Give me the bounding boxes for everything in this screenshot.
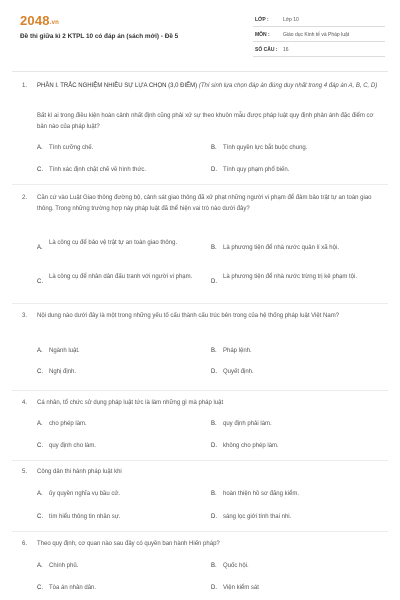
option-text: Viện kiểm sát [223, 585, 259, 591]
option-letter: D. [211, 585, 217, 591]
site-logo[interactable] [20, 13, 59, 28]
meta-key: LỚP : [255, 17, 269, 23]
question-text: Bất kì ai trong điều kiện hoàn cảnh nhất định cũng phải xử sự theo khuôn mẫu được pháp luật quy định phản ánh đặc điểm cơ bản nào của pháp luật? [37, 113, 374, 130]
option-letter: C. [37, 167, 43, 173]
question-number: 2. [22, 195, 28, 201]
question-number: 4. [22, 400, 28, 406]
meta-key: SỐ CÂU : [255, 47, 278, 53]
option-letter: B. [211, 145, 217, 151]
question-4 [22, 398, 382, 458]
option-text: Pháp lệnh. [223, 348, 252, 354]
meta-value: 16 [283, 47, 289, 53]
option-letter: C. [37, 369, 43, 375]
option-letter: B. [211, 245, 217, 251]
option-text: ủy quyền nghĩa vụ bầu cử. [49, 491, 121, 497]
option-letter: D. [211, 167, 217, 173]
option-text: Tính quy phạm phổ biến. [223, 167, 290, 173]
option-text: Tính xác định chặt chẽ về hình thức. [49, 167, 147, 173]
option-text: Tòa án nhân dân. [49, 585, 97, 591]
option-letter: A. [37, 491, 43, 497]
option-text: Là phương tiện để nhà nước quản lí xã hội. [223, 245, 339, 251]
option-text: Là phương tiện để nhà nước trừng trị kẻ phạm tội. [223, 274, 357, 280]
option-letter: B. [211, 348, 217, 354]
option-text: cho phép làm. [49, 421, 87, 427]
option-text: quy định phải làm. [223, 421, 272, 427]
option-text: tìm hiểu thông tin nhân sự. [49, 514, 121, 520]
question-text: Công dân thi hành pháp luật khi [37, 469, 122, 475]
header-divider [12, 71, 388, 72]
option-letter: C. [37, 443, 43, 449]
question-6 [22, 539, 382, 599]
meta-row-class [253, 13, 385, 27]
option-letter: C. [37, 514, 43, 520]
option-letter: B. [211, 491, 217, 497]
option-text: Tính cưỡng chế. [49, 145, 94, 151]
option-text: Chính phủ. [49, 563, 79, 569]
question-divider [12, 184, 388, 185]
option-text: quy định cho làm. [49, 443, 97, 449]
question-2 [22, 193, 382, 303]
option-letter: C. [37, 279, 43, 285]
meta-key: MÔN : [255, 32, 270, 38]
option-letter: D. [211, 514, 217, 520]
logo-main: 2048 [20, 13, 50, 28]
meta-value: Lớp 10 [283, 17, 299, 23]
meta-value: Giáo dục Kinh tế và Pháp luật [283, 32, 350, 38]
question-1 [22, 81, 382, 211]
question-text: Nội dung nào dưới đây là một trong những yếu tố cấu thành cấu trúc bên trong của hệ thống pháp luật Việt Nam? [37, 313, 340, 319]
question-text: Căn cứ vào Luật Giao thông đường bộ, cảnh sát giao thông đã xử phạt những người vi phạm để đảm bảo trật tự an toàn giao thông. Trong những trường hợp này pháp luật đã thể hiện vai trò nào dưới đây? [37, 195, 372, 212]
option-text: không cho phép làm. [223, 443, 279, 449]
option-letter: B. [211, 421, 217, 427]
question-text: Theo quy định, cơ quan nào sau đây có quyền ban hành Hiến pháp? [37, 541, 220, 547]
option-letter: A. [37, 563, 43, 569]
option-letter: A. [37, 245, 43, 251]
option-letter: C. [37, 585, 43, 591]
logo-suffix: .vn [49, 20, 60, 26]
question-number: 5. [22, 469, 28, 475]
section-heading: PHẦN I. TRẮC NGHIỆM NHIỀU SỰ LỰA CHỌN (3,0 ĐIỂM) [37, 83, 198, 89]
option-letter: D. [211, 443, 217, 449]
option-text: Là công cụ để bảo vệ trật tự an toàn giao thông. [49, 240, 178, 246]
question-number: 1. [22, 83, 28, 89]
option-text: Nghị định. [49, 369, 77, 375]
question-number: 3. [22, 313, 28, 319]
page-header [0, 0, 400, 62]
question-divider [12, 390, 388, 391]
option-text: Quyết định. [223, 369, 254, 375]
question-divider [12, 531, 388, 532]
exam-title: Đề thi giữa kì 2 KTPL 10 có đáp án (sách mới) - Đề 5 [20, 33, 179, 40]
meta-row-count [253, 43, 385, 57]
question-3 [22, 311, 382, 386]
section-note: (Thí sinh lựa chọn đáp án đúng duy nhất trong 4 đáp án A, B, C, D) [198, 83, 378, 89]
option-text: Là công cụ để nhân dân đấu tranh với người vi phạm. [49, 274, 193, 280]
question-number: 6. [22, 541, 28, 547]
option-letter: B. [211, 563, 217, 569]
question-divider [12, 460, 388, 461]
option-letter: A. [37, 145, 43, 151]
option-text: Quốc hội. [223, 563, 249, 569]
question-5 [22, 467, 382, 527]
option-text: Ngành luật. [49, 348, 80, 354]
option-letter: A. [37, 421, 43, 427]
option-letter: A. [37, 348, 43, 354]
question-divider [12, 303, 388, 304]
option-letter: D. [211, 369, 217, 375]
meta-row-subject [253, 28, 385, 42]
option-letter: D. [211, 279, 217, 285]
section-heading-block [37, 81, 380, 92]
option-text: sáng lọc giới tính thai nhi. [223, 514, 292, 520]
question-text: Cá nhân, tổ chức sử dụng pháp luật tức là làm những gì mà pháp luật [37, 400, 224, 406]
option-text: hoàn thiện hồ sơ đăng kiểm. [223, 491, 299, 497]
option-text: Tính quyền lực bắt buộc chung. [223, 145, 308, 151]
